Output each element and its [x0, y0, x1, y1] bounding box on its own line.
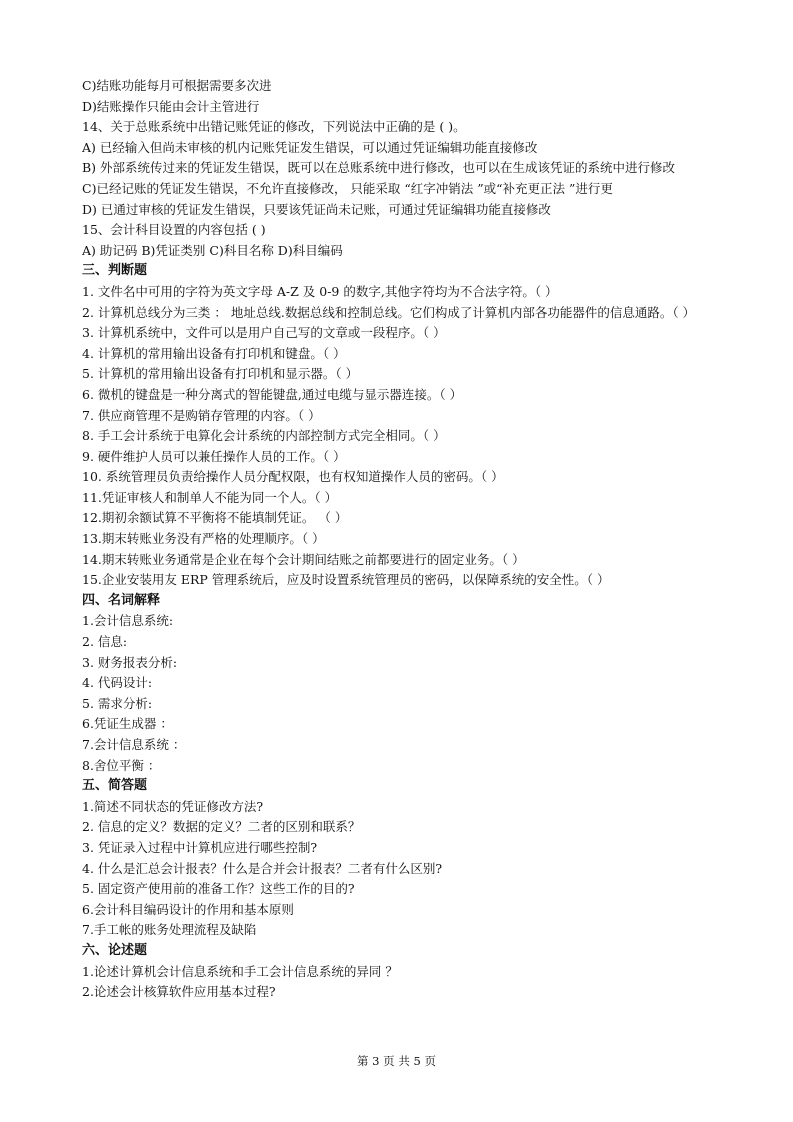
- text-line: 3. 凭证录入过程中计算机应进行哪些控制?: [82, 839, 318, 855]
- text-line: 7.手工帐的账务处理流程及缺陷: [82, 922, 257, 938]
- text-line: A) 助记码 B)凭证类别 C)科目名称 D)科目编码: [82, 242, 343, 258]
- text-line: 7.会计信息系统 ：: [82, 737, 186, 752]
- text-line: 6.凭证生成器 ：: [82, 716, 173, 732]
- page-content: [82, 76, 722, 1003]
- text-line: 12.期初余额试算不平衡将不能填制凭证。 （ ）: [82, 510, 348, 526]
- text-line: 2. 信息:: [82, 634, 128, 650]
- text-line: 4. 什么是汇总会计报表？什么是合并会计报表？二者有什么区别?: [82, 860, 443, 876]
- text-line: D)结账操作只能由会计主管进行: [82, 98, 260, 114]
- text-line: 2. 信息的定义？数据的定义？二者的区别和联系？: [82, 819, 361, 835]
- text-line: 5. 固定资产使用前的准备工作？这些工作的目的?: [82, 881, 355, 897]
- page-footer: 第 3 页 共 5 页: [357, 1054, 436, 1068]
- text-line: 3. 财务报表分析:: [82, 654, 178, 670]
- text-line: 5. 需求分析:: [82, 695, 153, 711]
- section-heading: 六、论述题: [82, 942, 148, 958]
- text-line: 1.论述计算机会计信息系统和手工会计信息系统的异同 ？: [82, 963, 398, 979]
- text-line: 14.期末转账业务通常是企业在每个会计期间结账之前都要进行的固定业务。（ ）: [82, 551, 525, 567]
- text-line: 7. 供应商管理不是购销存管理的内容。（ ）: [82, 407, 321, 423]
- text-line: 4. 计算机的常用输出设备有打印机和键盘。（ ）: [82, 345, 346, 361]
- section-heading: 三、判断题: [82, 263, 148, 279]
- text-line: 5. 计算机的常用输出设备有打印机和显示器。（ ）: [82, 366, 359, 382]
- text-line: 15、会计科目设置的内容包括 ( ): [82, 222, 266, 238]
- text-line: 10. 系统管理员负责给操作人员分配权限，也有权知道操作人员的密码。（ ）: [82, 469, 504, 485]
- text-line: 4. 代码设计:: [82, 675, 153, 691]
- section-heading: 四、名词解释: [82, 592, 161, 608]
- text-line: 1.简述不同状态的凭证修改方法?: [82, 798, 264, 814]
- text-line: 1. 文件名中可用的字符为英文字母 A-Z 及 0-9 的数字,其他字符均为不合法字符。（ ）: [82, 283, 558, 299]
- text-line: 14、关于总账系统中出错记账凭证的修改，下列说法中正确的是 ( )。: [82, 119, 466, 135]
- section-heading: 五、简答题: [82, 778, 148, 794]
- text-line: 11.凭证审核人和制单人不能为同一个人。（ ）: [82, 489, 338, 505]
- text-line: 15.企业安装用友 ERP 管理系统后，应及时设置系统管理员的密码，以保障系统的安全性。（ ）: [82, 572, 610, 588]
- text-line: 9. 硬件维护人员可以兼任操作人员的工作。（ ）: [82, 448, 346, 464]
- text-line: D) 已通过审核的凭证发生错误，只要该凭证尚未记账，可通过凭证编辑功能直接修改: [82, 201, 551, 217]
- text-line: 6. 微机的键盘是一种分离式的智能键盘,通过电缆与显示器连接。（ ）: [82, 386, 463, 402]
- text-line: 2. 计算机总线分为三类 ： 地址总线.数据总线和控制总线。它们构成了计算机内部各功能器件的信息通路。（ ）: [82, 304, 696, 320]
- text-line: 6.会计科目编码设计的作用和基本原则: [82, 901, 294, 917]
- text-line: A) 已经输入但尚未审核的机内记账凭证发生错误，可以通过凭证编辑功能直接修改: [82, 139, 538, 155]
- text-line: B) 外部系统传过来的凭证发生错误，既可以在总账系统中进行修改，也可以在生成该凭证的系统中进行修改: [82, 160, 676, 176]
- text-line: C)结账功能每月可根据需要多次进: [82, 78, 272, 93]
- text-line: 1.会计信息系统:: [82, 613, 174, 629]
- text-line: 13.期末转账业务没有严格的处理顺序。（ ）: [82, 531, 325, 547]
- text-line: 2.论述会计核算软件应用基本过程?: [82, 984, 276, 1000]
- text-line: C)已经记账的凭证发生错误，不允许直接修改， 只能采取 “红字冲销法 ”或“补充更正法 ”进行更: [82, 180, 613, 196]
- text-line: 3. 计算机系统中，文件可以是用户自己写的文章或一段程序。（ ）: [82, 325, 446, 341]
- text-line: 8.舍位平衡 ：: [82, 757, 161, 773]
- text-line: 8. 手工会计系统于电算化会计系统的内部控制方式完全相同。（ ）: [82, 428, 446, 444]
